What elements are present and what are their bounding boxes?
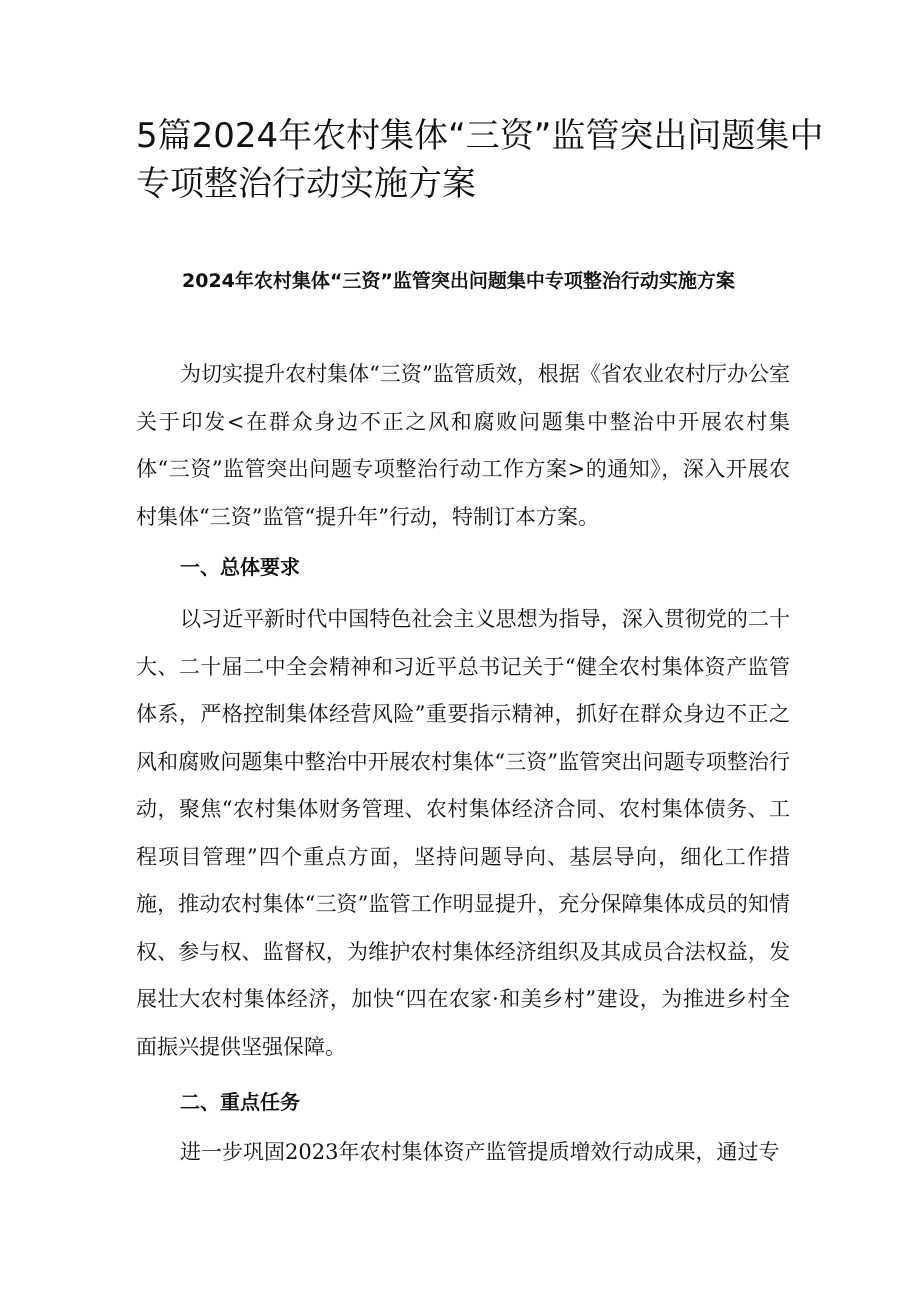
section-heading-key-tasks: 二、重点任务 (180, 1090, 300, 1114)
section-heading-general-requirements: 一、总体要求 (180, 555, 300, 579)
document-subtitle: 2024年农村集体“三资”监管突出问题集中专项整治行动实施方案 (182, 270, 735, 292)
intro-paragraph: 为切实提升农村集体“三资”监管质效，根据《省农业农村厅办公室关于印发<在群众身边不正之风和腐败问题集中整治中开展农村集体“三资”监管突出问题专项整治行动工作方案>的通知》，深入开展农村集体“三资”监管“提升年”行动，特制订本方案。 (136, 362, 790, 529)
section-body-general-requirements: 以习近平新时代中国特色社会主义思想为指导，深入贯彻党的二十大、二十届二中全会精神和习近平总书记关于“健全农村集体资产监管体系，严格控制集体经营风险”重要指示精神，抓好在群众身边不正之风和腐败问题集中整治中开展农村集体“三资”监管突出问题专项整治行动，聚焦“农村集体财务管理、农村集体经济合同、农村集体债务、工程项目管理”四个重点方面，坚持问题导向、基层导向，细化工作措施，推动农村集体“三资”监管工作明显提升，充分保障集体成员的知情权、参与权、监督权，为维护农村集体经济组织及其成员合法权益，发展壮大农村集体经济，加快“四在农家·和美乡村”建设，为推进乡村全面振兴提供坚强保障。 (136, 607, 790, 1059)
document-title: 5篇2024年农村集体“三资”监管突出问题集中专项整治行动实施方案 (136, 116, 824, 204)
section-body-key-tasks: 进一步巩固2023年农村集体资产监管提质增效行动成果，通过专 (180, 1140, 780, 1164)
